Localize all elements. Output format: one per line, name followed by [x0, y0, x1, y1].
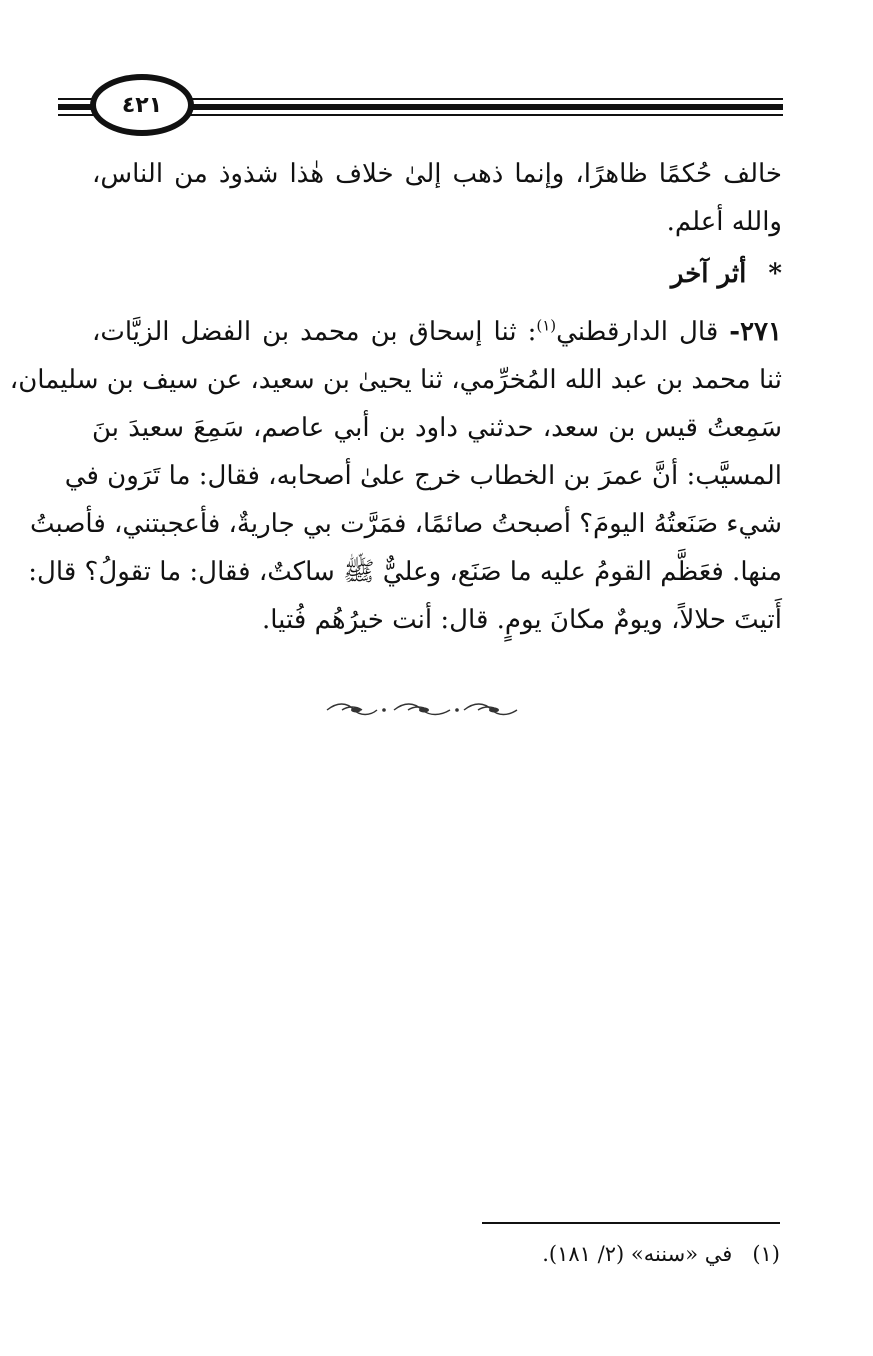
text-line-1: خالف حُكمًا ظاهرًا، وإنما ذهب إلىٰ خلاف هٰذا شذوذ من الناس،: [92, 159, 782, 189]
section-heading-text: أثر آخر: [670, 259, 747, 289]
paragraph-line: ثنا محمد بن عبد الله المُخرِّمي، ثنا يحيىٰ بن سعيد، عن سيف بن سليمان،: [9, 365, 782, 395]
paragraph-first-text: قال الدارقطني: [556, 317, 719, 347]
paragraph-first-line: [92, 308, 782, 356]
footnote: [420, 1236, 780, 1272]
page-header: [58, 70, 783, 140]
paragraph-line: المسيَّب: أنَّ عمرَ بن الخطاب خرج علىٰ أصحابه، فقال: ما تَرَون في: [64, 461, 782, 491]
page-number: ٤٢١: [90, 74, 194, 136]
footnote-marker: (١): [752, 1242, 780, 1266]
paragraph-line: منها. فعَظَّم القومُ عليه ما صَنَع، وعليٌّ ﷺ ساكتٌ، فقال: ما تقولُ؟ قال:: [28, 557, 782, 587]
paragraph-first-rest: : ثنا إسحاق بن محمد بن الفضل الزيَّات،: [92, 317, 537, 347]
item-number: ٢٧١-: [729, 317, 782, 347]
main-text: [9, 150, 782, 644]
footnote-separator: [482, 1222, 780, 1224]
footnote-reference[interactable]: (١): [536, 316, 557, 335]
paragraph-line: شيء صَنَعتُهُ اليومَ؟ أصبحتُ صائمًا، فمَرَّت بي جاريةٌ، فأعجبتني، فأصبتُ: [29, 509, 782, 539]
floral-divider-icon: [322, 700, 522, 720]
paragraph-line-last: أَتيتَ حلالاً، ويومٌ مكانَ يومٍ. قال: أنت خيرُهُم فُتيا.: [262, 605, 782, 635]
paragraph-line: سَمِعتُ قيس بن سعد، حدثني داود بن أبي عاصم، سَمِعَ سعيدَ بنَ: [92, 413, 782, 443]
star-icon: *: [768, 259, 782, 289]
footnote-text: في «سننه» (٢/ ١٨١).: [542, 1242, 733, 1266]
text-line-2: والله أعلم.: [666, 207, 782, 237]
section-heading: [92, 250, 782, 298]
